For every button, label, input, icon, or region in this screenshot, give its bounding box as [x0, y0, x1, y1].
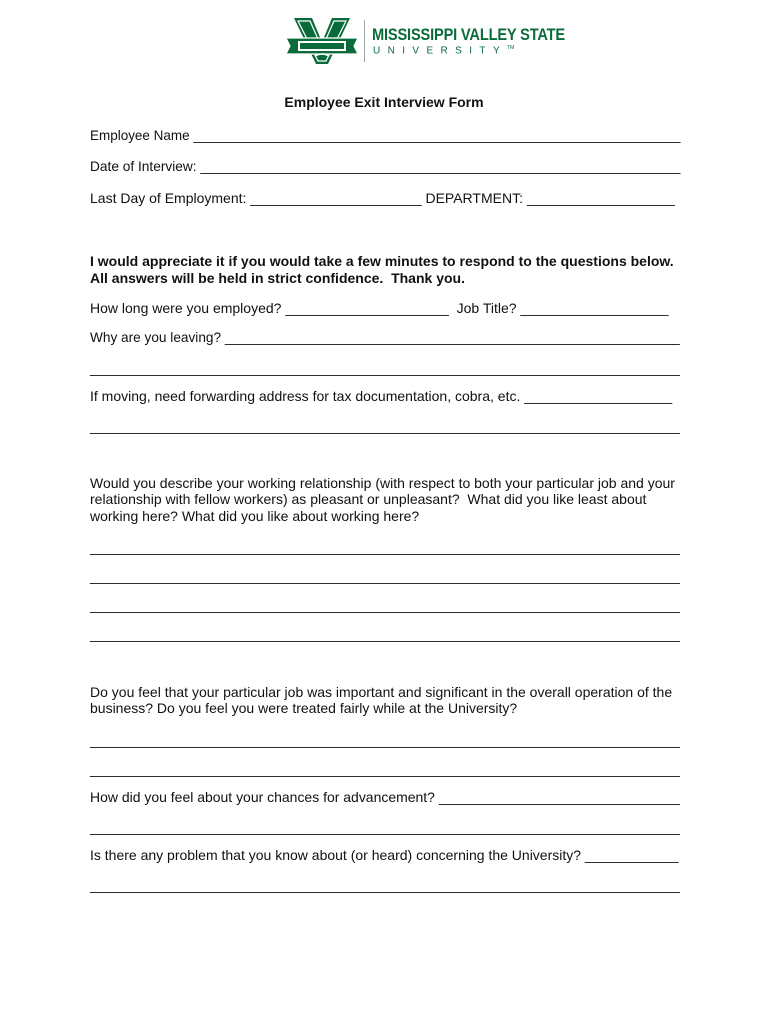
question-working-relationship-line3: working here? What did you like about working here?	[90, 508, 420, 524]
date-of-interview-field: Date of Interview: _______________________________________________________________	[90, 158, 681, 174]
answer-line: ________________________________________________________________________________	[90, 819, 680, 835]
intro-text-line1: I would appreciate it if you would take a few minutes to respond to the questions below.	[90, 253, 674, 269]
answer-line: ________________________________________________________________________________	[90, 597, 680, 613]
answer-line: ________________________________________________________________________________	[90, 568, 680, 584]
answer-line: ________________________________________________________________________________	[90, 626, 680, 642]
question-job-important-line1: Do you feel that your particular job was important and significant in the overall operation of the	[90, 684, 673, 700]
form-title: Employee Exit Interview Form	[284, 94, 484, 110]
question-working-relationship-line2: relationship with fellow workers) as pleasant or unpleasant? What did you like least about	[90, 491, 647, 507]
answer-line: ________________________________________________________________________________	[90, 418, 680, 434]
university-name-line2	[373, 45, 514, 56]
question-job-important-line2: business? Do you feel you were treated fairly while at the University?	[90, 700, 518, 716]
last-day-department-field: Last Day of Employment: ______________________ DEPARTMENT: ___________________	[90, 190, 675, 206]
question-employed-duration: How long were you employed? _____________________ Job Title? ___________________	[90, 300, 669, 316]
intro-text-line2: All answers will be held in strict confidence. Thank you.	[90, 270, 465, 286]
answer-line: ________________________________________________________________________________	[90, 539, 680, 555]
question-working-relationship-line1: Would you describe your working relationship (with respect to both your particular job and your	[90, 475, 675, 491]
trademark-mark: TM	[507, 45, 515, 51]
university-name-line1: MISSISSIPPI VALLEY STATE	[372, 25, 566, 44]
question-advancement: How did you feel about your chances for advancement? _______________________________	[90, 789, 680, 805]
logo-divider	[364, 20, 365, 62]
question-forwarding-address: If moving, need forwarding address for tax documentation, cobra, etc. ___________________	[90, 388, 673, 404]
question-university-problem: Is there any problem that you know about (or heard) concerning the University? ____________	[90, 847, 679, 863]
university-name-line2-text: UNIVERSITY	[373, 45, 508, 57]
answer-line: ________________________________________________________________________________	[90, 732, 680, 748]
answer-line: ________________________________________________________________________________	[90, 761, 680, 777]
employee-name-field: Employee Name _________________________________________________________________	[90, 127, 681, 143]
answer-line: ________________________________________________________________________________	[90, 360, 680, 376]
question-why-leaving: Why are you leaving? ____________________________________________________________	[90, 329, 680, 345]
msvu-shield-logo-icon	[284, 16, 360, 66]
answer-line: ________________________________________________________________________________	[90, 877, 680, 893]
